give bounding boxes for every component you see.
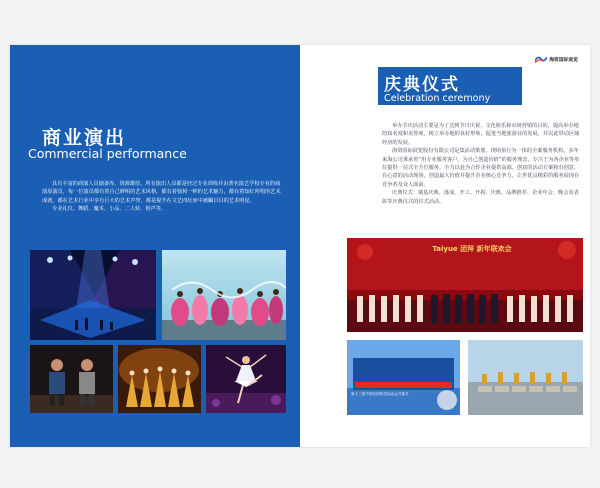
brochure-spread xyxy=(10,45,590,447)
left-title-cn: 商业演出 xyxy=(42,127,127,149)
photo-ethnic-dance xyxy=(118,345,201,413)
left-title-en: Commercial performance xyxy=(28,146,187,161)
company-logo xyxy=(535,55,578,63)
left-paragraph-1: 具有丰富的商演人员储备库、资源雄厚。所有演出人员都是经过专业训练并由著名演艺学校专业的商演原演员，每一位演员都有着自己鲜明的艺术风格，都有着独树一帜的艺术魅力，都有着知红所唱的艺术成就，都在艺术行业中享有巨大的艺术声誉，都是提升在文艺四坛而中被瞩目目的艺术明星。 xyxy=(42,181,281,204)
photo-concert-stage xyxy=(30,250,156,340)
photo-new-year-gala xyxy=(347,238,583,332)
photo-dance-performance xyxy=(162,250,286,340)
right-paragraph-1: 举办节庆活动主要是为了达到节日庆祝、文化娱乐和市场营销的目的，提高举办地的知名度和美誉度，树立举办地的良好形象，促进当地旅游业的发展，并以此带动区域经济的发展。 xyxy=(382,123,580,146)
photo-sports-opening xyxy=(347,340,460,415)
photo-outdoor-ceremony xyxy=(468,340,583,415)
right-page xyxy=(310,45,590,447)
right-paragraph-2: 海资国际展览股份有限公司是集活动策划、现场执行为一体的全案服务机构。多年来海公司秉承着“用专业服务客户，为自己创造价值”的服务理念，专注于为各企业等单位提供一站式全方位服务。全力以赴为合作企业提供高端、创意的活动方案和有创意、有心意的活动现场，创造最大价值并提升企业核心竞争力，让世优良精彩的服务展现在竞争者及众人面前。 xyxy=(382,148,580,188)
page-gutter xyxy=(300,45,310,447)
right-title-block xyxy=(378,67,522,105)
left-paragraph-2: 专业礼仪、舞蹈、魔术、小品、二人转、相声等。 xyxy=(52,206,167,213)
photo-ballet xyxy=(206,345,286,413)
right-body-text xyxy=(382,122,582,206)
right-title-en: Celebration ceremony xyxy=(384,93,491,104)
right-paragraph-3: 庆典仪式：奠基庆典、落成、开工、开拆、庆典、品牌推荐、企业年会、晚会及表彰等庆典仪式的仪式活动。 xyxy=(382,190,579,205)
logo-text: 海资国际观览 xyxy=(549,57,578,63)
photo-crosstalk xyxy=(30,345,113,413)
sports-banner-text: 第十三届中国全国科学运动会开幕式 xyxy=(351,392,409,396)
left-page xyxy=(10,45,300,447)
left-body-text xyxy=(42,180,282,214)
stage-banner-text: Taiyue 团拜 新年联欢会 xyxy=(432,245,512,253)
right-title-cn: 庆典仪式 xyxy=(384,75,460,95)
logo-mark-icon xyxy=(535,55,547,63)
